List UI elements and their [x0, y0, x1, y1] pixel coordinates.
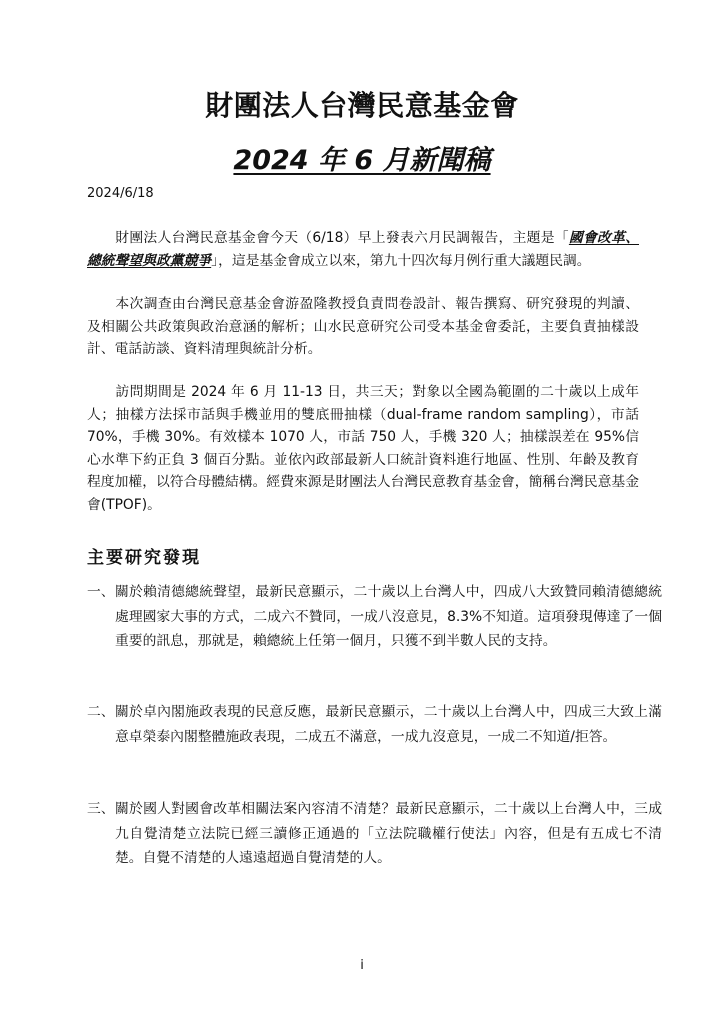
finding-item — [87, 580, 662, 654]
finding-text: 關於國人對國會改革相關法案內容清不清楚？最新民意顯示，二十歲以上台灣人中，三成九自覺清楚立法院已經三讀修正通過的「立法院職權行使法」內容，但是有五成七不清楚。自覺不清楚的人遠遠超過自覺清楚的人。 — [115, 801, 662, 866]
survey-topic: 國會改革、總統聲望與政黨競爭 — [87, 230, 639, 269]
methodology-paragraph — [87, 293, 639, 361]
sampling-paragraph — [87, 381, 639, 516]
findings-heading: 主要研究發現 — [87, 548, 201, 568]
methodology-text: 本次調查由台灣民意基金會游盈隆教授負責問卷設計、報告撰寫、研究發現的判讀、及相關公共政策與政治意涵的解析；山水民意研究公司受本基金會委託，主要負責抽樣設計、電話訪談、資料清理與統計分析。 — [87, 296, 639, 357]
finding-item — [87, 700, 662, 749]
intro-text-after: 」，這是基金會成立以來，第九十四次每月例行重大議題民調。 — [211, 252, 591, 269]
page-number: i — [360, 958, 364, 973]
release-date: 2024/6/18 — [87, 186, 154, 201]
finding-text: 關於卓內閣施政表現的民意反應，最新民意顯示，二十歲以上台灣人中，四成三大致上滿意卓榮泰內閣整體施政表現，二成五不滿意，一成九沒意見，一成二不知道/拒答。 — [115, 704, 662, 745]
finding-marker: 二、 — [87, 704, 115, 720]
intro-paragraph — [87, 227, 639, 272]
finding-item — [87, 797, 662, 871]
finding-marker: 一、 — [87, 584, 115, 600]
intro-text-before: 財團法人台灣民意基金會今天（6/18）早上發表六月民調報告，主題是「 — [115, 230, 569, 246]
finding-text: 關於賴清德總統聲望，最新民意顯示，二十歲以上台灣人中，四成八大致贊同賴清德總統處理國家大事的方式，二成六不贊同，一成八沒意見，8.3%不知道。這項發現傳達了一個重要的訊息，那就是，賴總統上任第一個月，只獲不到半數人民的支持。 — [115, 584, 662, 649]
document-title: 財團法人台灣民意基金會 — [205, 89, 519, 122]
sampling-text: 訪問期間是 2024 年 6 月 11-13 日，共三天；對象以全國為範圍的二十歲以上成年人；抽樣方法採市話與手機並用的雙底冊抽樣（dual-frame random sampling），市話 70%，手機 30%。有效樣本 1070 人，市話 750 人，手機 320 人；抽樣誤差在 95%信心水準下約正負 3 個百分點。並依內政部最新人口統計資料進行地區、性別、年齡及教育程度加權，以符合母體結構。經費來源是財團法人台灣民意教育基金會，簡稱台灣民意基金會(TPOF)。 — [87, 384, 639, 513]
press-release-subtitle: 2024 年 6 月新聞稿 — [233, 145, 491, 176]
finding-marker: 三、 — [87, 801, 115, 817]
